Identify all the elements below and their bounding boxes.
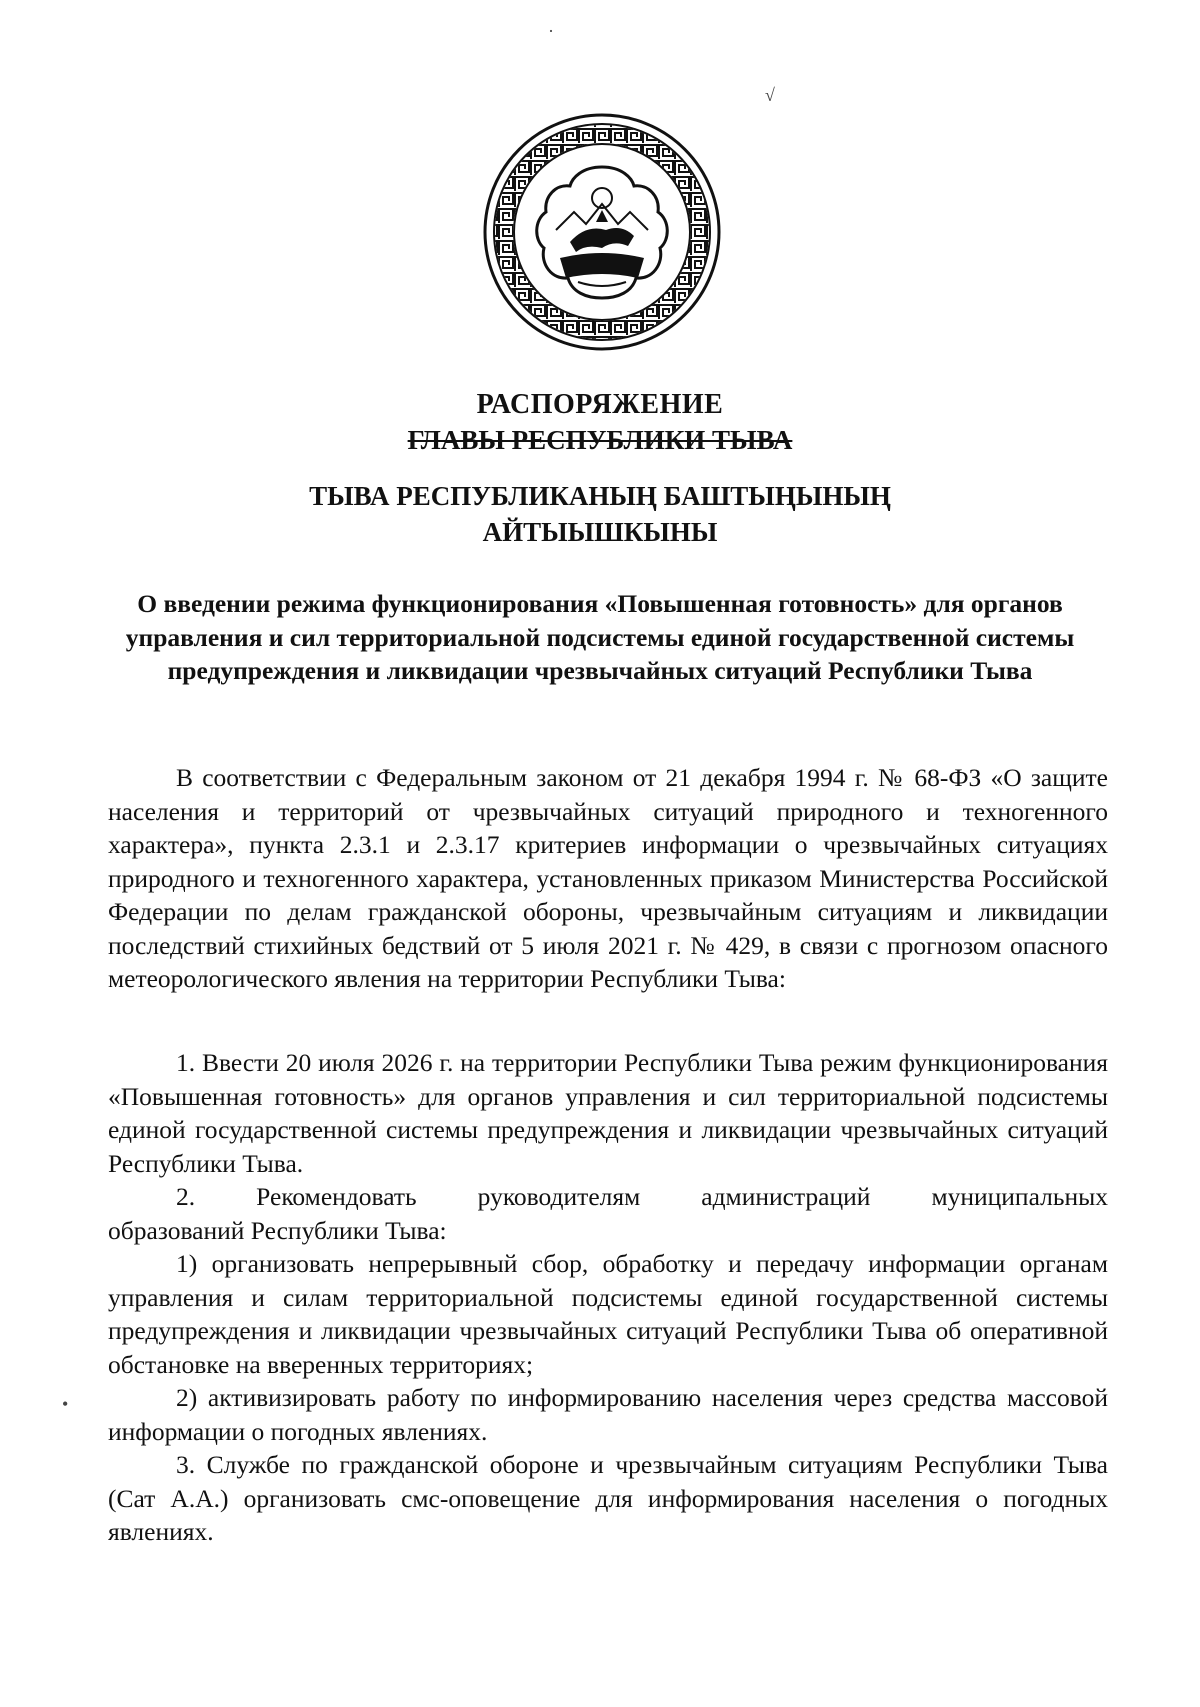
coat-of-arms-emblem (482, 112, 722, 352)
item-2-sub-1: 1) организовать непрерывный сбор, обработку и передачу информации органам управления и силам территориальной подсистемы единой государственной системы предупреждения и ликвидации чрезвычайных ситуаций Республики Тыва об оперативной обстановке на вверенных территориях; (108, 1249, 1108, 1379)
item-2-sub-2: 2) активизировать работу по информированию населения через средства массовой информации о погодных явлениях. (108, 1383, 1108, 1446)
item-2-word-2: руководителям (477, 1182, 641, 1211)
scan-dot: • (62, 1394, 69, 1414)
issuer-subtitle: ГЛАВЫ РЕСПУБЛИКИ ТЫВА (407, 425, 793, 455)
check-mark-icon: √ (765, 85, 775, 105)
order-items (108, 1046, 1108, 1549)
tuvan-heading-line-1: ТЫВА РЕСПУБЛИКАНЫҢ БАШТЫҢЫНЫҢ (309, 481, 891, 511)
item-1: 1. Ввести 20 июля 2026 г. на территории Республики Тыва режим функционирования «Повышенная готовность» для органов управления и сил территориальной подсистемы единой государственной системы предупреждения и ликвидации чрезвычайных ситуаций Республики Тыва. (108, 1048, 1108, 1178)
item-2-continuation: образований Республики Тыва: (108, 1215, 447, 1245)
item-2-word-3: администраций (701, 1182, 871, 1211)
item-2-first-line (108, 1180, 1108, 1214)
document-type-title: РАСПОРЯЖЕНИЕ (476, 389, 724, 420)
document-subject: О введении режима функционирования «Повышенная готовность» для органов управления и сил территориальной подсистемы единой государственной системы предупреждения и ликвидации чрезвычайных ситуаций Республики Тыва (125, 589, 1075, 685)
tuvan-heading (0, 478, 1200, 550)
item-3: 3. Службе по гражданской обороне и чрезвычайным ситуациям Республики Тыва (Сат А.А.) организовать смс-оповещение для информирования населения о погодных явлениях. (108, 1450, 1108, 1546)
preamble-block (108, 761, 1108, 996)
tuvan-heading-line-2: АЙТЫЫШКЫНЫ (482, 517, 718, 547)
item-2-number: 2. (176, 1182, 196, 1211)
item-2-word-4: муниципальных (931, 1182, 1108, 1211)
scan-dot: · (548, 21, 554, 41)
preamble-paragraph: В соответствии с Федеральным законом от 21 декабря 1994 г. № 68-ФЗ «О защите населения и территорий от чрезвычайных ситуаций природного и техногенного характера», пункта 2.3.1 и 2.3.17 критериев информации о чрезвычайных ситуациях природного и техногенного характера, установленных приказом Министерства Российской Федерации по делам гражданской обороны, чрезвычайным ситуациям и ликвидации последствий стихийных бедствий от 5 июля 2021 г. № 429, в связи с прогнозом опасного метеорологического явления на территории Республики Тыва: (108, 763, 1108, 993)
item-2-word-1: Рекомендовать (256, 1182, 417, 1211)
